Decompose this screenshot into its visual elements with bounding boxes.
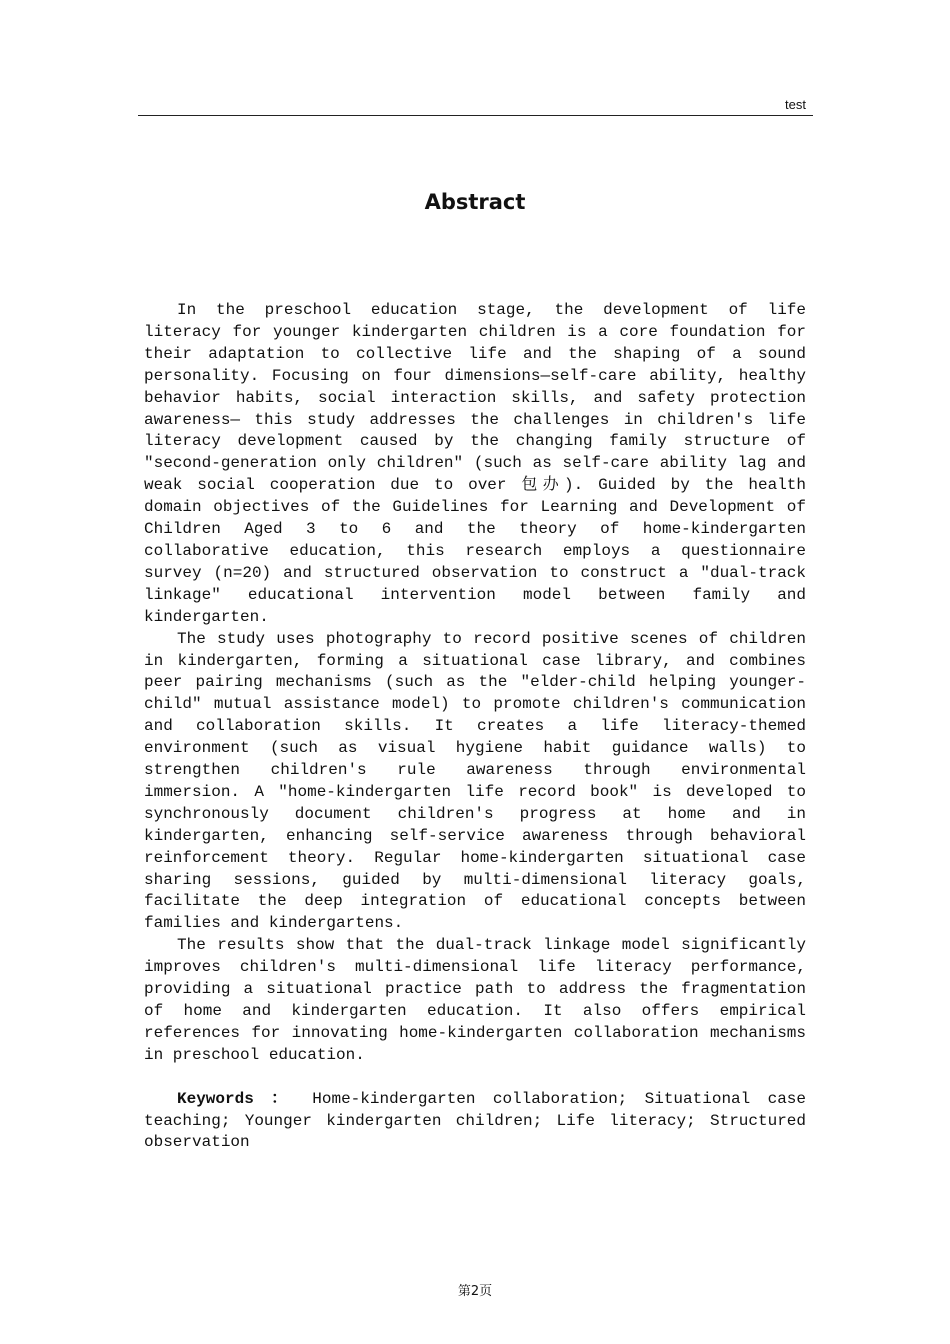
keywords-text: Home-kindergarten collaboration; Situational case teaching; Younger kindergarten children; Life literacy; Structured observation <box>144 1089 806 1152</box>
keywords-line <box>144 1089 806 1155</box>
abstract-paragraph-2: The study uses photography to record positive scenes of children in kindergarten, forming a situational case library, and combines peer pairing mechanisms (such as the "elder-child helping younger-child" mutual assistance model) to promote children's communication and collaboration skills. It creates a life literacy-themed environment (such as visual hygiene habit guidance walls) to strengthen children's rule awareness through environmental immersion. A "home-kindergarten life record book" is developed to synchronously document children's progress at home and in kindergarten, enhancing self-service awareness through behavioral reinforcement theory. Regular home-kindergarten situational case sharing sessions, guided by multi-dimensional literacy goals, facilitate the deep integration of educational concepts between families and kindergartens. <box>144 629 806 933</box>
abstract-body <box>144 300 806 1154</box>
page-header-text: test <box>785 97 806 112</box>
abstract-paragraph-3: The results show that the dual-track linkage model significantly improves children's multi-dimensional life literacy performance, providing a situational practice path to address the fragmentation of home and kindergarten education. It also offers empirical references for innovating home-kindergarten collaboration mechanisms in preschool education. <box>144 936 806 1064</box>
abstract-paragraph-1: In the preschool education stage, the development of life literacy for younger kindergarten children is a core foundation for their adaptation to collective life and the shaping of a sound personality. Focusing on four dimensions—self-care ability, healthy behavior habits, social interaction skills, and safety protection awareness— this study addresses the challenges in children's life literacy development caused by the changing family structure of "second-generation only children" (such as self-care ability lag and weak social cooperation due to over 包办). Guided by the health domain objectives of the Guidelines for Learning and Development of Children Aged 3 to 6 and the theory of home-kindergarten collaborative education, this research employs a questionnaire survey (n=20) and structured observation to construct a "dual-track linkage" educational intervention model between family and kindergarten. <box>144 301 806 626</box>
page-title: Abstract <box>424 190 526 214</box>
page-number: 第2页 <box>457 1284 493 1299</box>
header-rule <box>138 115 813 116</box>
keywords-label: Keywords ： <box>177 1089 295 1108</box>
